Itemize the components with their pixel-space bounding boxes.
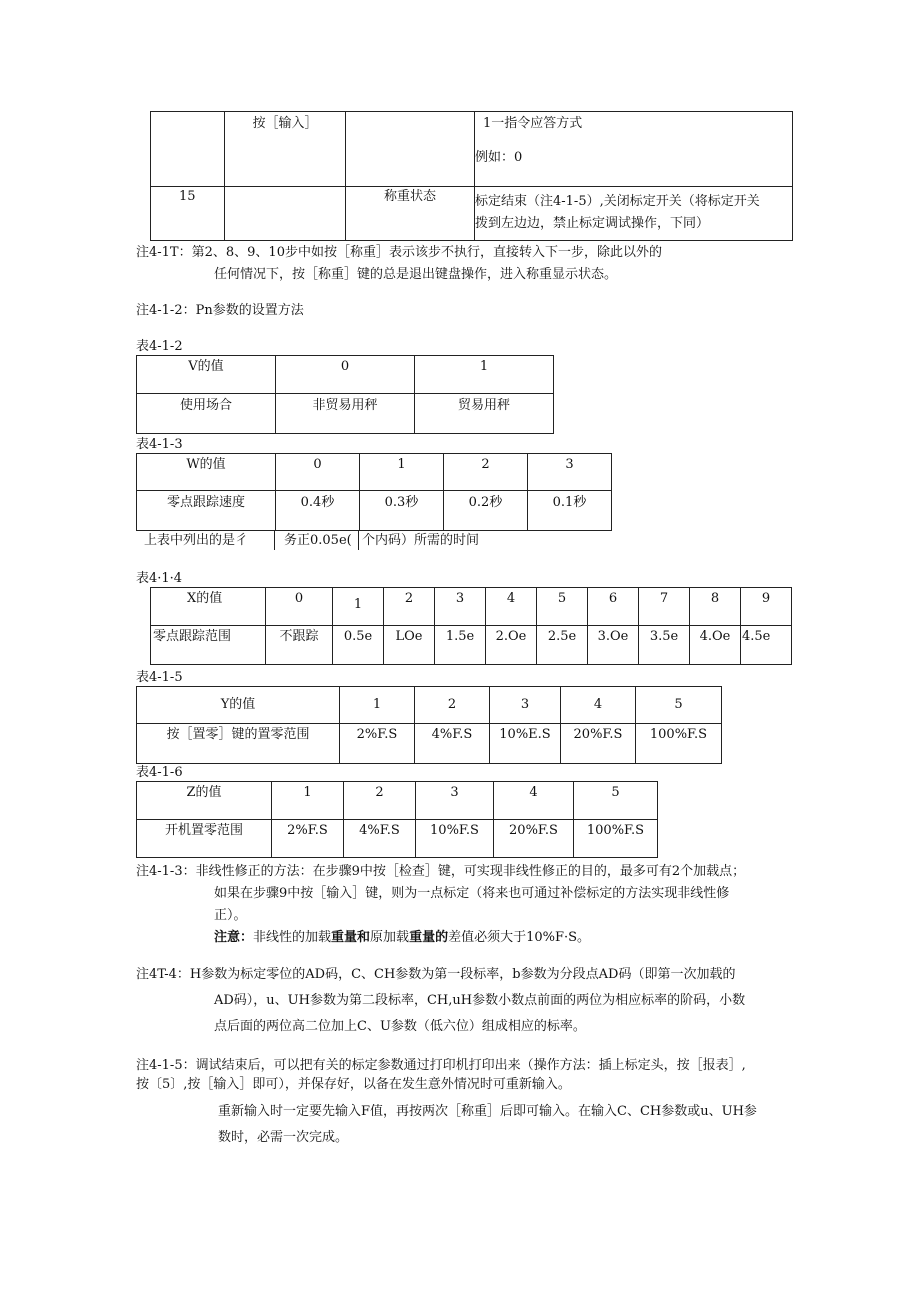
table-4-1-3-caption: 表4-1-3 [136, 437, 183, 452]
table-4-1-3 [136, 453, 612, 531]
table-cell: 3 [528, 454, 612, 491]
table-cell: 100%F.S [636, 724, 722, 764]
table-4-1-4-caption: 表4·1·4 [136, 571, 183, 586]
table-row [137, 491, 612, 531]
table-cell: 20%F.S [561, 724, 636, 764]
note-4-1-1-line2: 任何情况下，按［称重］键的总是退出键盘操作，进入称重显示状态。 [214, 267, 618, 282]
note-4-1-4-line2: AD码），u、UH参数为第二段标率，CH,uH参数小数点前面的两位为相应标率的阶码，小数 [214, 993, 746, 1008]
table-cell: 10%F.S [416, 820, 494, 858]
table-cell: 不跟踪 [266, 626, 333, 665]
note-4-1-3-line2: 如果在步骤9中按［输入］键，则为一点标定（将来也可通过补偿标定的方法实现非线性修 [214, 886, 730, 901]
table-cell: 5 [636, 687, 722, 724]
footnote-divider [358, 531, 359, 550]
table-cell: 3 [416, 782, 494, 820]
table-cell: Y的值 [137, 687, 340, 724]
table-cell: 开机置零范围 [137, 820, 272, 858]
note-4-1-5-line4: 数时，必需一次完成。 [218, 1130, 349, 1145]
table-cell: 10%E.S [490, 724, 561, 764]
table-cell: 按［输入］ [225, 112, 346, 187]
table-cell: 零点跟踪速度 [137, 491, 276, 531]
table-row [151, 626, 792, 665]
table-cell: 2.5e [537, 626, 588, 665]
table-cell: 1 [333, 588, 384, 626]
table-row [151, 588, 792, 626]
footnote-part: 个内码）所需的时间 [362, 533, 480, 548]
cell-line: 1一指令应答方式 [483, 116, 583, 131]
table-cell: 3.5e [639, 626, 690, 665]
table-cell: 按［置零］键的置零范围 [137, 724, 340, 764]
cell-line: 拨到左边边，禁止标定调试操作，下同） [475, 216, 710, 231]
table-cell: 使用场合 [137, 394, 276, 434]
table-row [137, 454, 612, 491]
table-4-1-5-caption: 表4-1-5 [136, 670, 183, 685]
table-cell: 3.Oe [588, 626, 639, 665]
footnote-part: 上表中列出的是彳 [144, 533, 249, 548]
table-cell: 6 [588, 588, 639, 626]
table-cell: 0.5e [333, 626, 384, 665]
table-cell: 15 [151, 187, 225, 241]
table-row [137, 820, 658, 858]
table-cell: 0 [276, 356, 415, 394]
table-cell: 0 [266, 588, 333, 626]
table-cell: 2 [444, 454, 528, 491]
top-parameter-table [150, 111, 793, 241]
note-4-1-3-line3: 正）。 [214, 908, 247, 923]
table-4-1-6-caption: 表4-1-6 [136, 765, 183, 780]
footnote-part: 务正0.05e( [284, 533, 352, 548]
table-cell: 4.Oe [690, 626, 741, 665]
table-cell: 2 [344, 782, 416, 820]
table-4-1-2 [136, 355, 554, 434]
table-cell: 4 [494, 782, 574, 820]
table-cell: LOe [384, 626, 435, 665]
note-4-1-5-line2: 按〔5〕,按［输入］即可），并保存好，以备在发生意外情况时可重新输入。 [136, 1077, 571, 1092]
table-row [137, 782, 658, 820]
table-cell: 0.1秒 [528, 491, 612, 531]
table-row [137, 687, 722, 724]
table-4-1-3-footnote [136, 531, 611, 550]
table-cell: 2 [384, 588, 435, 626]
table-cell: 100%F.S [574, 820, 658, 858]
table-cell: 7 [639, 588, 690, 626]
note-4-1-5-line1: 注4-1-5：调试结束后，可以把有关的标定参数通过打印机打印出来（操作方法：插上标定头，按［报表］, [136, 1058, 746, 1073]
table-cell: 零点跟踪范围 [151, 626, 266, 665]
table-cell: 2.Oe [486, 626, 537, 665]
table-row [137, 356, 554, 394]
table-cell [475, 112, 793, 187]
table-cell: 1.5e [435, 626, 486, 665]
table-cell: 20%F.S [494, 820, 574, 858]
cell-line: 标定结束（注4-1-5）,关闭标定开关（将标定开关 [475, 194, 760, 209]
table-cell: 4%F.S [344, 820, 416, 858]
note-4-1-1-line1: 注4-1T：第2、8、9、10步中如按［称重］表示该步不执行，直接转入下一步，除此以外的 [136, 245, 662, 260]
table-cell [475, 187, 793, 241]
table-cell: 4 [561, 687, 636, 724]
cell-line: 例如：0 [475, 150, 523, 165]
table-4-1-5 [136, 686, 722, 764]
table-4-1-4 [150, 587, 792, 665]
table-cell: 1 [415, 356, 554, 394]
table-cell: 0.4秒 [276, 491, 360, 531]
table-cell: 3 [490, 687, 561, 724]
table-cell: 8 [690, 588, 741, 626]
table-cell: 1 [340, 687, 415, 724]
table-cell: 0.3秒 [360, 491, 444, 531]
table-cell: V的值 [137, 356, 276, 394]
table-cell: 4 [486, 588, 537, 626]
table-row [137, 724, 722, 764]
table-cell: W的值 [137, 454, 276, 491]
note-4-1-4-line3: 点后面的两位高二位加上C、U参数（低六位）组成相应的标率。 [214, 1019, 586, 1034]
table-cell: 3 [435, 588, 486, 626]
table-row [151, 112, 793, 187]
footnote-divider [274, 531, 275, 550]
note-4-1-4-line1: 注4T-4：H参数为标定零位的AD码，C、CH参数为第一段标率，b参数为分段点AD码（即第一次加载的 [136, 967, 736, 982]
table-cell: 2%F.S [272, 820, 344, 858]
table-cell: 4.5e [741, 626, 792, 665]
table-cell: 5 [574, 782, 658, 820]
table-cell: 2 [415, 687, 490, 724]
note-4-1-3-line1: 注4-1-3：非线性修正的方法：在步骤9中按［检查］键，可实现非线性修正的目的，最多可有2个加载点； [136, 864, 746, 879]
table-cell: 4%F.S [415, 724, 490, 764]
attention-label: 注意： [214, 930, 254, 945]
note-4-1-2: 注4-1-2：Pn参数的设置方法 [136, 303, 304, 318]
table-cell: 1 [360, 454, 444, 491]
table-cell: 5 [537, 588, 588, 626]
table-cell: 2%F.S [340, 724, 415, 764]
note-4-1-5-line3: 重新输入时一定要先输入F值，再按两次［称重］后即可输入。在输入C、CH参数或u、UH参 [218, 1104, 757, 1119]
table-row [137, 394, 554, 434]
table-cell: Z的值 [137, 782, 272, 820]
table-row [151, 187, 793, 241]
table-cell: 0.2秒 [444, 491, 528, 531]
table-cell: 贸易用秤 [415, 394, 554, 434]
table-cell: 称重状态 [346, 187, 475, 241]
table-cell: 9 [741, 588, 792, 626]
table-cell: X的值 [151, 588, 266, 626]
note-4-1-3-attention: 注意：非线性的加载重量和原加载重量的差值必须大于10%F·S。 [214, 930, 591, 945]
table-cell: 1 [272, 782, 344, 820]
table-4-1-6 [136, 781, 658, 858]
table-cell: 0 [276, 454, 360, 491]
table-cell: 非贸易用秤 [276, 394, 415, 434]
table-4-1-2-caption: 表4-1-2 [136, 339, 183, 354]
